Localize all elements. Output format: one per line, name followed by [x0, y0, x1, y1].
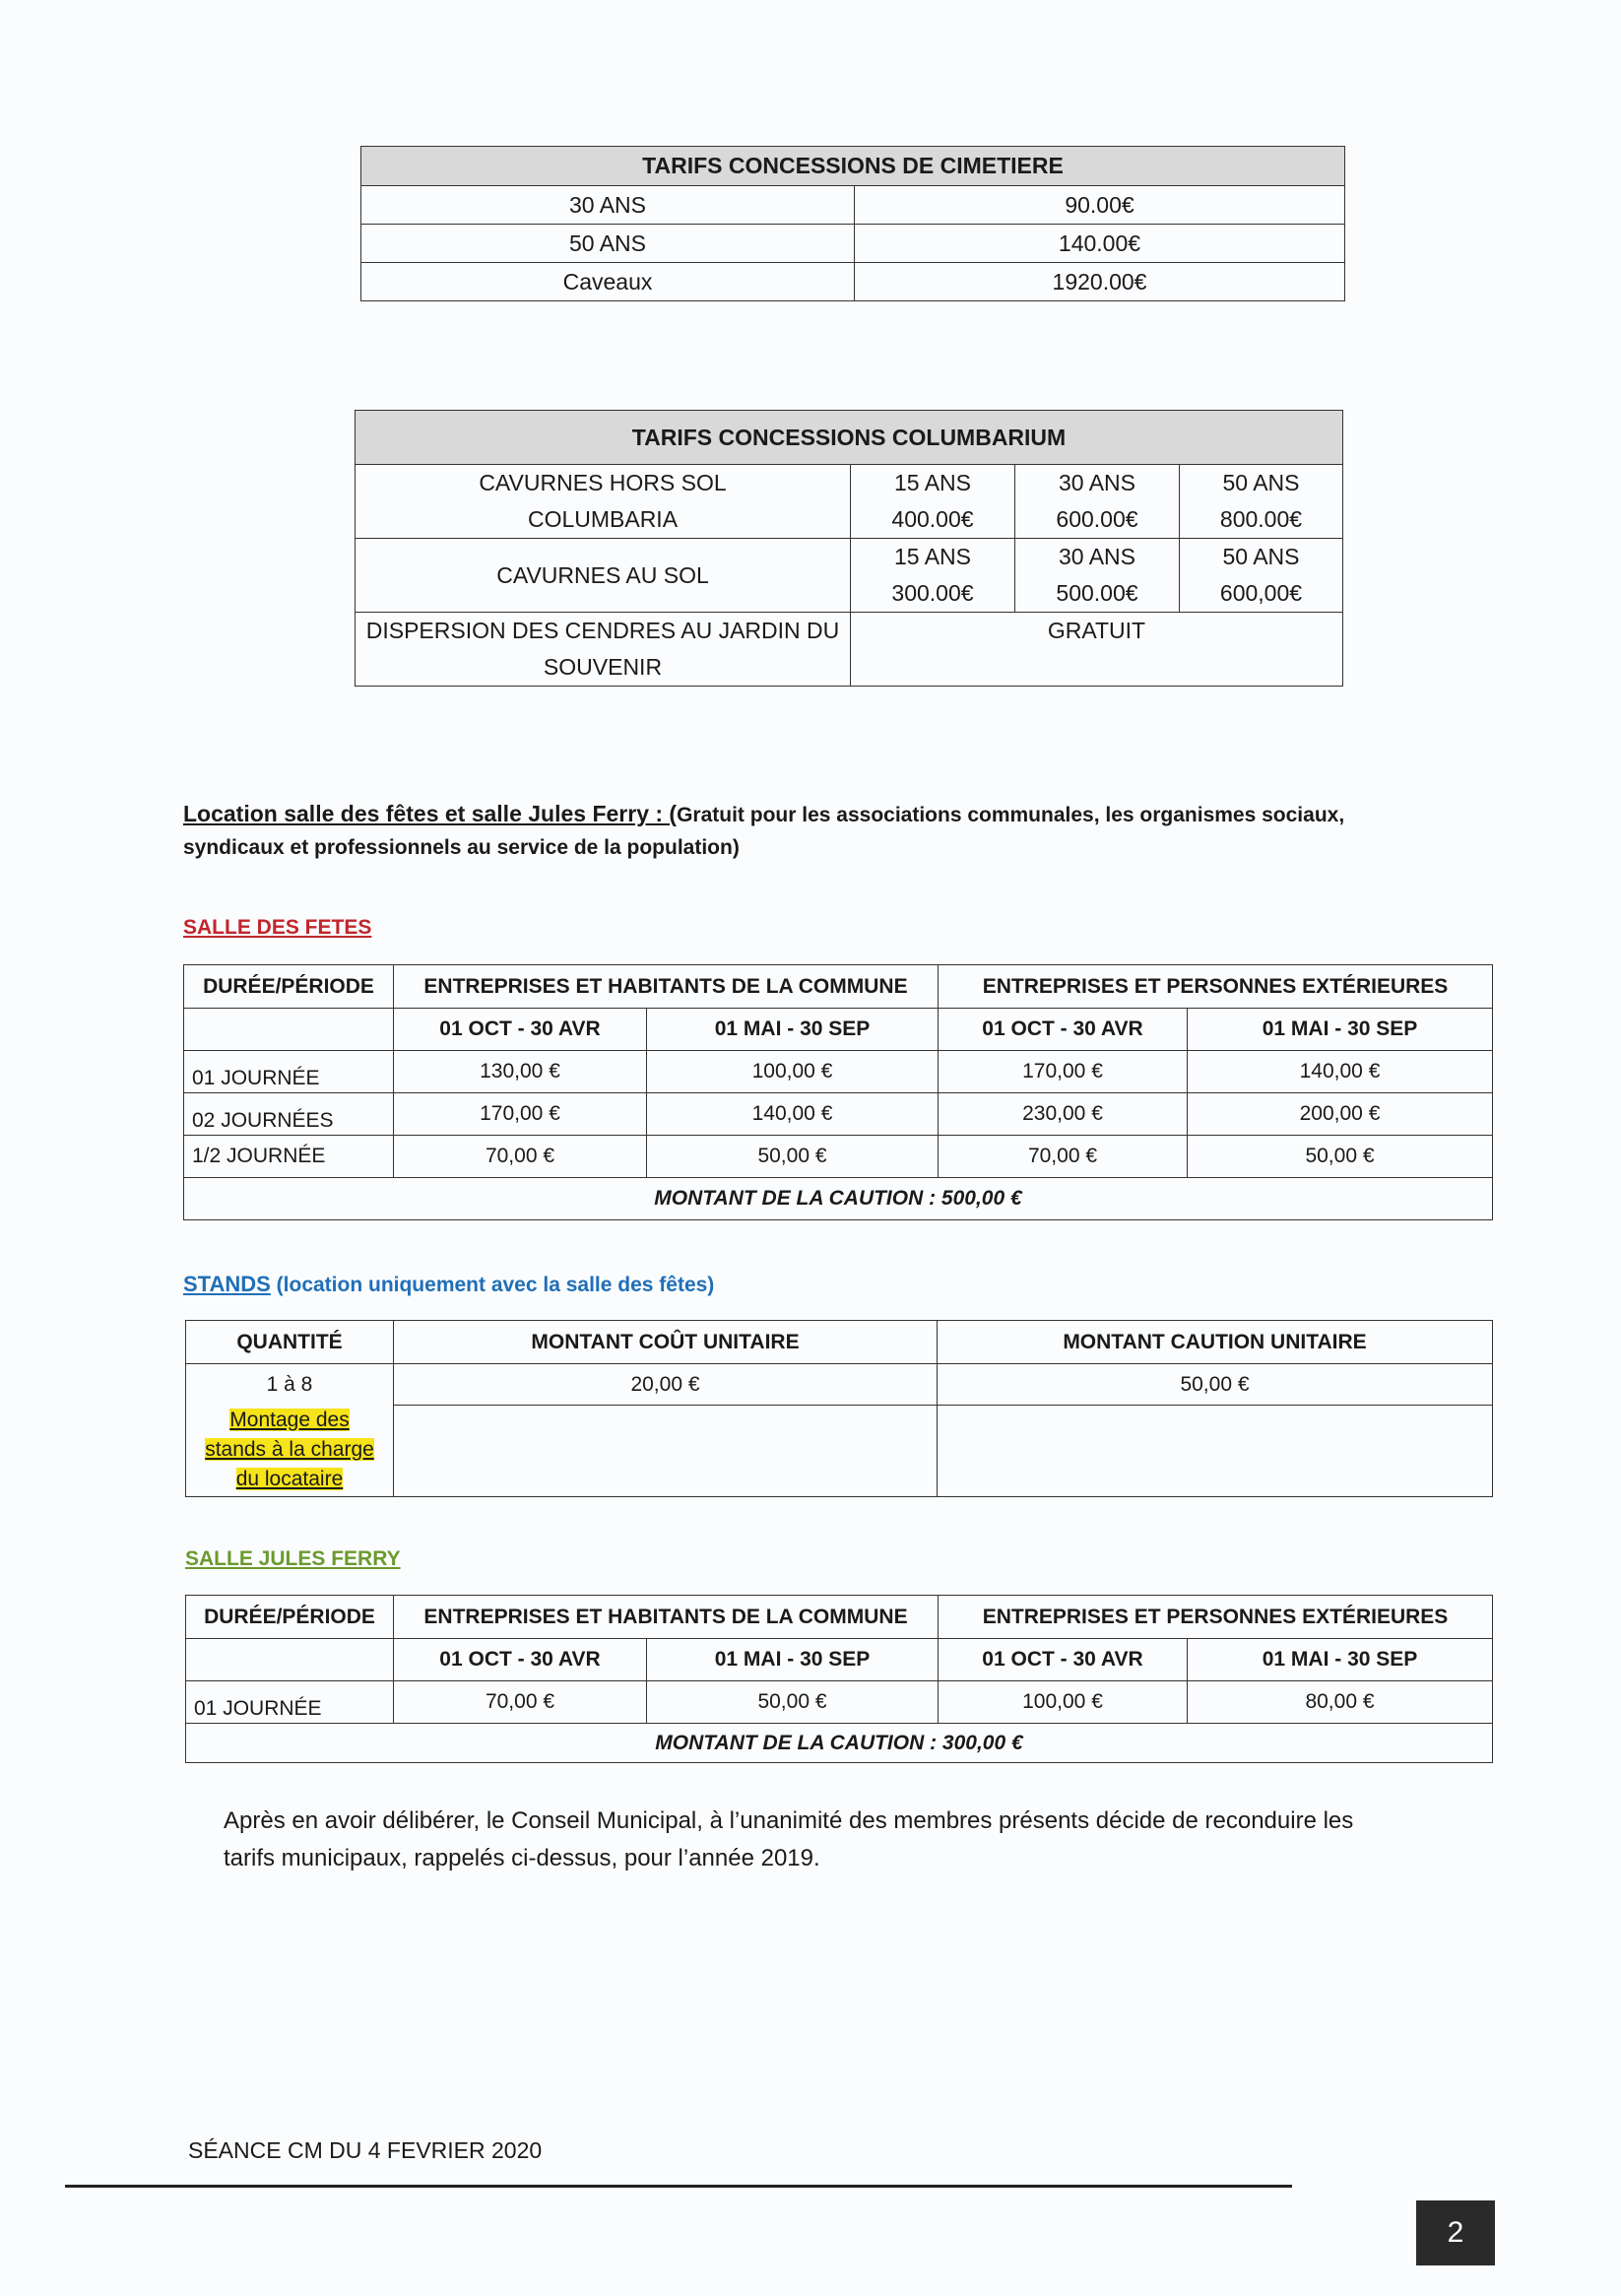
price-cell: 70,00 €: [394, 1681, 647, 1724]
price-cell: 50,00 €: [647, 1136, 939, 1178]
row-label: 1/2 JOURNÉE: [184, 1136, 394, 1178]
table-row: [184, 1093, 1493, 1136]
price-cell: 170,00 €: [394, 1093, 647, 1136]
location-title: Location salle des fêtes et salle Jules Ferry : (: [183, 801, 678, 826]
location-intro: [183, 798, 1444, 864]
au-sol-15: 15 ANS 300.00€: [851, 539, 1015, 613]
cimetiere-table: [360, 146, 1345, 301]
footer-seance: SÉANCE CM DU 4 FEVRIER 2020: [188, 2137, 543, 2163]
stands-caution: 50,00 €: [938, 1364, 1493, 1406]
footer-rule: [65, 2185, 1292, 2188]
price-cell: 170,00 €: [939, 1051, 1188, 1093]
columbarium-table: [355, 410, 1343, 687]
row-label: 01 JOURNÉE: [186, 1681, 394, 1724]
au-sol-30: 30 ANS 500.00€: [1015, 539, 1180, 613]
stands-cout: 20,00 €: [394, 1364, 938, 1406]
cimetiere-title: TARIFS CONCESSIONS DE CIMETIERE: [361, 147, 1345, 186]
table-row: [184, 1051, 1493, 1093]
price-cell: 140,00 €: [647, 1093, 939, 1136]
hors-sol-line1: CAVURNES HORS SOL: [479, 470, 727, 495]
cimetiere-price: 90.00€: [855, 186, 1345, 225]
stands-montage-note: Montage des stands à la charge du locataire: [186, 1406, 394, 1497]
col-caution: MONTANT CAUTION UNITAIRE: [938, 1321, 1493, 1364]
caution-row: MONTANT DE LA CAUTION : 500,00 €: [184, 1178, 1493, 1220]
stands-note: (location uniquement avec la salle des fêtes): [270, 1274, 715, 1296]
salle-fetes-table: [183, 964, 1493, 1220]
price-cell: 50,00 €: [647, 1681, 939, 1724]
period-header: 01 OCT - 30 AVR: [394, 1639, 647, 1681]
grp-exterieur: ENTREPRISES ET PERSONNES EXTÉRIEURES: [939, 965, 1493, 1009]
period-header: 01 OCT - 30 AVR: [394, 1009, 647, 1051]
cimetiere-label: 30 ANS: [361, 186, 855, 225]
price-cell: 140,00 €: [1188, 1051, 1493, 1093]
cimetiere-price: 1920.00€: [855, 263, 1345, 301]
period-header: 01 MAI - 30 SEP: [1188, 1639, 1493, 1681]
au-sol-50: 50 ANS 600,00€: [1180, 539, 1343, 613]
grp-exterieur: ENTREPRISES ET PERSONNES EXTÉRIEURES: [939, 1596, 1493, 1639]
col-cout: MONTANT COÛT UNITAIRE: [394, 1321, 938, 1364]
au-sol-label: CAVURNES AU SOL: [356, 539, 851, 613]
stands-title: STANDS: [183, 1272, 271, 1296]
conclusion-line1: Après en avoir délibérer, le Conseil Municipal, à l’unanimité des membres présents décide de reconduire les: [224, 1807, 1354, 1834]
stands-heading: [183, 1272, 714, 1297]
hors-sol-50: 50 ANS 800.00€: [1180, 465, 1343, 539]
row-label: 01 JOURNÉE: [184, 1051, 394, 1093]
cimetiere-label: 50 ANS: [361, 225, 855, 263]
location-note1: Gratuit pour les associations communales, les organismes sociaux,: [677, 804, 1345, 826]
col-quantite: QUANTITÉ: [186, 1321, 394, 1364]
cimetiere-price: 140.00€: [855, 225, 1345, 263]
price-cell: 200,00 €: [1188, 1093, 1493, 1136]
grp-commune: ENTREPRISES ET HABITANTS DE LA COMMUNE: [394, 1596, 939, 1639]
hors-sol-30: 30 ANS 600.00€: [1015, 465, 1180, 539]
page-number-badge: [1416, 2200, 1495, 2265]
jules-ferry-table: [185, 1595, 1493, 1763]
cimetiere-label: Caveaux: [361, 263, 855, 301]
stands-table: [185, 1320, 1493, 1497]
hors-sol-15: 15 ANS 400.00€: [851, 465, 1015, 539]
price-cell: 100,00 €: [647, 1051, 939, 1093]
price-cell: 70,00 €: [939, 1136, 1188, 1178]
price-cell: 70,00 €: [394, 1136, 647, 1178]
stands-quantite: 1 à 8: [186, 1364, 394, 1406]
col-duree: DURÉE/PÉRIODE: [186, 1596, 394, 1639]
period-header: 01 MAI - 30 SEP: [647, 1639, 939, 1681]
period-header: 01 MAI - 30 SEP: [1188, 1009, 1493, 1051]
conclusion-line2: tarifs municipaux, rappelés ci-dessus, pour l’année 2019.: [224, 1845, 820, 1871]
period-header: 01 OCT - 30 AVR: [939, 1009, 1188, 1051]
location-note2: syndicaux et professionnels au service de la population): [183, 836, 740, 859]
period-header: 01 MAI - 30 SEP: [647, 1009, 939, 1051]
hors-sol-line2: COLUMBARIA: [527, 506, 679, 532]
price-cell: 80,00 €: [1188, 1681, 1493, 1724]
columbarium-title: TARIFS CONCESSIONS COLUMBARIUM: [356, 411, 1343, 465]
price-cell: 230,00 €: [939, 1093, 1188, 1136]
period-header: 01 OCT - 30 AVR: [939, 1639, 1188, 1681]
jules-ferry-heading: SALLE JULES FERRY: [185, 1547, 401, 1570]
conclusion-paragraph: [224, 1803, 1445, 1877]
table-row: [184, 1136, 1493, 1178]
grp-commune: ENTREPRISES ET HABITANTS DE LA COMMUNE: [394, 965, 939, 1009]
caution-row: MONTANT DE LA CAUTION : 300,00 €: [186, 1724, 1493, 1763]
dispersion-label: DISPERSION DES CENDRES AU JARDIN DU SOUVENIR: [356, 613, 851, 687]
col-duree: DURÉE/PÉRIODE: [184, 965, 394, 1009]
price-cell: 50,00 €: [1188, 1136, 1493, 1178]
price-cell: 130,00 €: [394, 1051, 647, 1093]
salle-fetes-heading: SALLE DES FETES: [183, 916, 372, 939]
dispersion-value: GRATUIT: [851, 613, 1343, 687]
table-row: [186, 1681, 1493, 1724]
hors-sol-label: [356, 465, 851, 539]
price-cell: 100,00 €: [939, 1681, 1188, 1724]
row-label: 02 JOURNÉES: [184, 1093, 394, 1136]
page-number: 2: [1447, 2216, 1464, 2249]
